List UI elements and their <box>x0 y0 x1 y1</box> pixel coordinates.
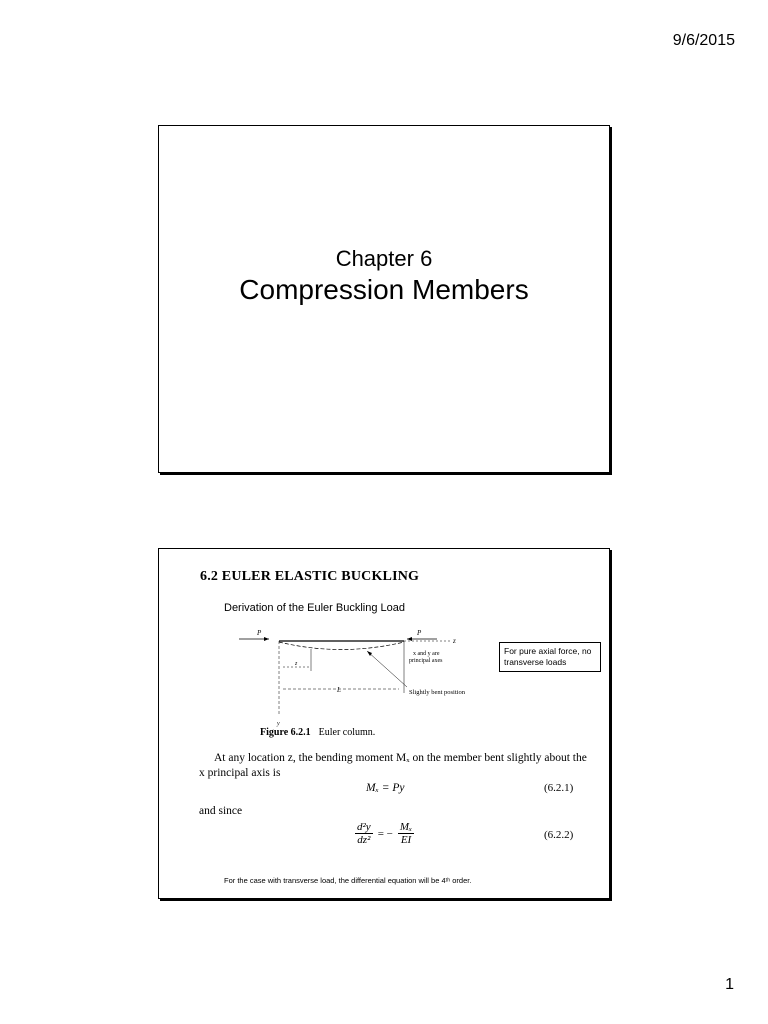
equation-number-6-2-1: (6.2.1) <box>544 782 574 794</box>
z-dimension-label: z <box>295 661 298 667</box>
load-label-right: P <box>417 629 422 637</box>
axes-note-line1: x and y are <box>413 651 440 657</box>
slide-subheading: Derivation of the Euler Buckling Load <box>224 602 405 614</box>
bent-position-label: Slightly bent position <box>409 689 465 696</box>
figure-number: Figure 6.2.1 <box>260 727 311 738</box>
connector-text: and since <box>199 805 243 817</box>
equation-6-2-1: Mₓ = Py <box>366 782 405 794</box>
page-number: 1 <box>725 976 734 993</box>
paragraph-line-1: At any location z, the bending moment Mₓ on the member bent slightly about the <box>214 752 587 764</box>
slide-euler-buckling <box>158 548 610 899</box>
length-label: L <box>337 686 341 694</box>
paragraph-line-2: x principal axis is <box>199 767 281 779</box>
eq2-equals: = − <box>377 827 393 840</box>
figure-caption-text: Euler column. <box>318 727 376 738</box>
eq2-lhs-numerator: d²y <box>357 821 371 833</box>
eq2-rhs-numerator: Mₓ <box>399 821 413 833</box>
slide-chapter-title <box>158 125 610 473</box>
figure-caption <box>260 727 375 738</box>
date-label: 9/6/2015 <box>672 32 735 49</box>
z-axis-label: z <box>453 637 456 645</box>
axes-note-line2: principal axes <box>409 658 443 664</box>
chapter-title: Compression Members <box>239 274 529 305</box>
eq2-lhs-denominator: dz² <box>357 834 371 846</box>
callout-note: For pure axial force, no transverse loads <box>499 642 601 672</box>
eq2-rhs-denominator: EI <box>400 834 412 846</box>
equation-6-2-2 <box>355 821 414 846</box>
euler-column-figure <box>239 629 489 729</box>
footnote: For the case with transverse load, the differential equation will be 4ᵗʰ order. <box>224 876 472 885</box>
equation-number-6-2-2: (6.2.2) <box>544 829 574 841</box>
y-axis-label: y <box>277 721 280 727</box>
slide-heading: 6.2 EULER ELASTIC BUCKLING <box>200 569 420 584</box>
load-label-left: P <box>257 629 262 637</box>
chapter-number: Chapter 6 <box>335 246 433 271</box>
